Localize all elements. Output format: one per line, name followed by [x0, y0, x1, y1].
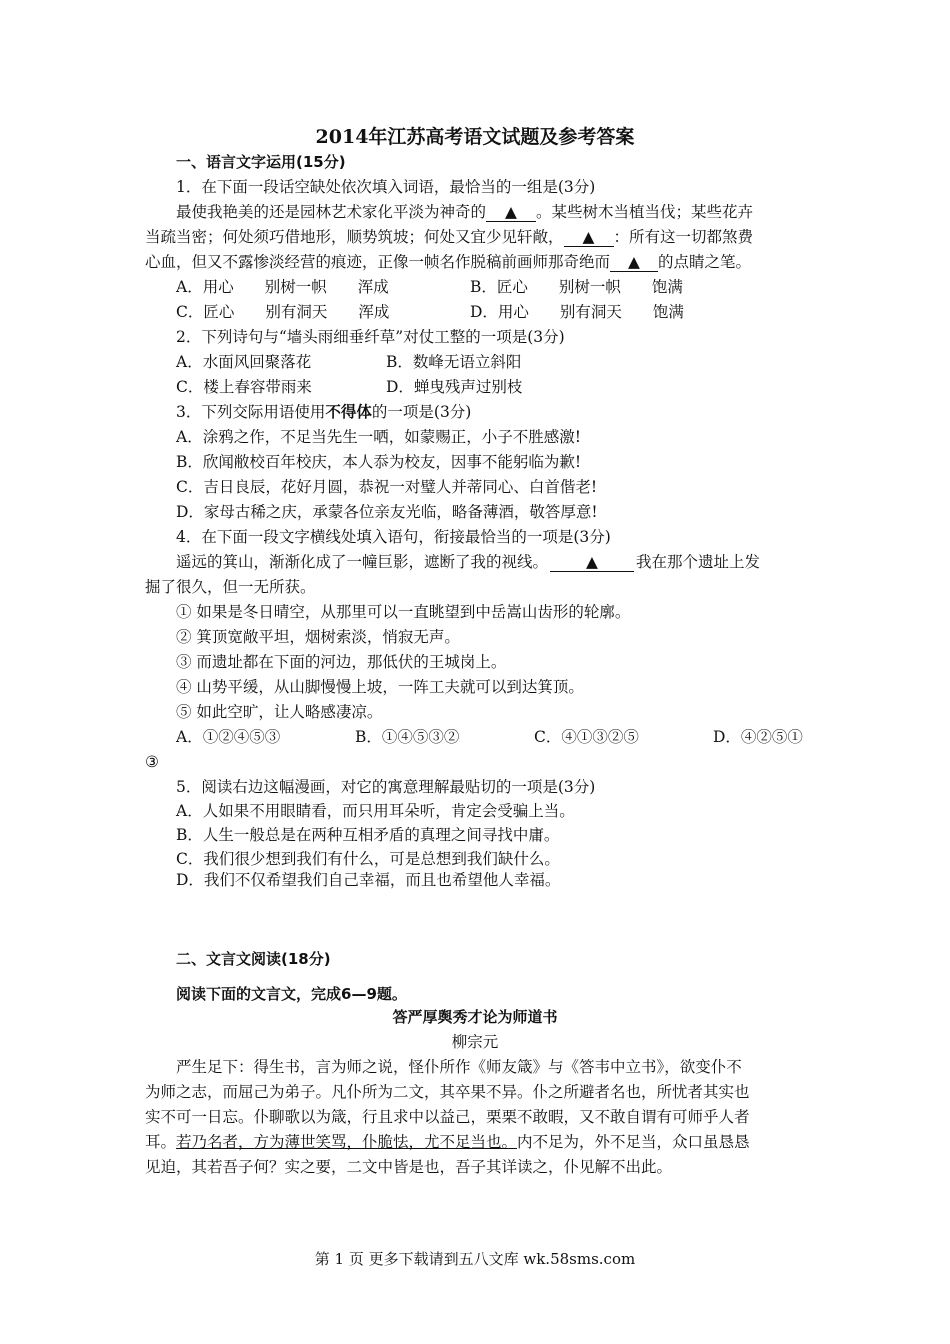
q1-option-b: B．匠心 别树一帜 饱满: [470, 278, 683, 296]
answer-blank: ▲: [486, 203, 536, 222]
q1-text: 。某些树木当植当伐；某些花卉: [536, 203, 754, 221]
article-text: 耳。: [145, 1133, 177, 1151]
q5-option-d: D．我们不仅希望我们自己幸福，而且也希望他人幸福。: [176, 871, 561, 889]
section1-heading: 一、语言文字运用(15分): [176, 153, 346, 171]
q1-option-d: D．用心 别有洞天 饱满: [470, 303, 684, 321]
q1-passage-line3: [145, 251, 751, 273]
q4-text: 遥远的箕山，渐渐化成了一幢巨影，遮断了我的视线。: [176, 553, 549, 571]
section2-instruction: 阅读下面的文言文，完成6—9题。: [176, 985, 407, 1003]
page-footer: 第 1 页 更多下载请到五八文库 wk.58sms.com: [314, 1250, 636, 1268]
q2-option-c: C．楼上春容带雨来: [176, 378, 312, 396]
q4-passage-line2: 掘了很久，但一无所获。: [145, 578, 316, 596]
q3-stem-emphasis: 不得体: [325, 402, 372, 421]
q4-sentence-1: ① 如果是冬日晴空，从那里可以一直眺望到中岳嵩山齿形的轮廓。: [176, 603, 631, 621]
article-line-2: 为师之志，而屈己为弟子。凡仆所为二文，其卒果不异。仆之所避者名也，所忧者其实也: [145, 1083, 750, 1101]
q3-option-b: B．欣闻敝校百年校庆，本人忝为校友，因事不能躬临为歉!: [176, 453, 582, 471]
q4-option-b: B．①④⑤③②: [355, 728, 460, 746]
article-line-3: 实不可一日忘。仆聊歌以为箴，行且求中以益己，栗栗不敢暇，又不敢自谓有可师乎人者: [145, 1108, 750, 1126]
q1-passage-line1: [176, 201, 753, 223]
q2-option-b: B．数峰无语立斜阳: [386, 353, 522, 371]
q3-stem: [176, 401, 471, 423]
q1-option-a: A．用心 别树一帜 浑成: [176, 278, 389, 296]
q4-option-a: A．①②④⑤③: [176, 728, 281, 746]
article-title: 答严厚舆秀才论为师道书: [392, 1008, 558, 1026]
q1-passage-line2: [145, 226, 753, 248]
article-author: 柳宗元: [451, 1033, 499, 1051]
q1-option-c: C．匠心 别有洞天 浑成: [176, 303, 390, 321]
q3-option-c: C．吉日良辰，花好月圆，恭祝一对璧人并蒂同心、白首偕老!: [176, 478, 598, 496]
q3-stem-text: 的一项是(3分): [371, 403, 472, 421]
answer-blank: ▲: [610, 253, 658, 272]
article-line-1: 严生足下：得生书，言为师之说，怪仆所作《师友箴》与《答韦中立书》，欲变仆不: [176, 1058, 742, 1076]
q2-stem: 2．下列诗句与“墙头雨细垂纤草”对仗工整的一项是(3分): [176, 328, 565, 346]
answer-blank: ▲: [564, 228, 614, 247]
q3-option-a: A．涂鸦之作，不足当先生一哂，如蒙赐正，小子不胜感激!: [176, 428, 581, 446]
document-title: 2014年江苏高考语文试题及参考答案: [315, 126, 635, 148]
q4-text: 我在那个遗址上发: [636, 553, 761, 571]
q3-option-d: D．家母古稀之庆，承蒙各位亲友光临，略备薄酒，敬答厚意!: [176, 503, 598, 521]
q1-text: 心血，但又不露惨淡经营的痕迹，正像一帧名作脱稿前画师那奇绝而: [145, 253, 611, 271]
q1-stem: 1．在下面一段话空缺处依次填入词语，最恰当的一组是(3分): [176, 178, 596, 196]
article-line-5: 见迫，其若吾子何？实之要，二文中皆是也，吾子其详读之，仆见解不出此。: [145, 1158, 673, 1176]
q4-sentence-2: ② 箕顶宽敞平坦，烟树索淡，悄寂无声。: [176, 628, 460, 646]
q5-stem: 5．阅读右边这幅漫画，对它的寓意理解最贴切的一项是(3分): [176, 778, 596, 796]
q2-option-d: D．蝉曳残声过别枝: [386, 378, 523, 396]
answer-blank: ▲: [550, 553, 634, 572]
q2-option-a: A．水面风回聚落花: [176, 353, 312, 371]
q3-stem-text: 3．下列交际用语使用: [176, 403, 326, 421]
q1-text: 最使我艳美的还是园林艺术家化平淡为神奇的: [176, 203, 487, 221]
article-underlined-sentence: 若乃名者，方为薄世笑骂，仆脆怯，尤不足当也。: [176, 1133, 518, 1151]
q4-sentence-5: ⑤ 如此空旷，让人略感凄凉。: [176, 703, 383, 721]
q1-text: 的点睛之笔。: [658, 253, 752, 271]
q4-option-c: C．④①③②⑤: [534, 728, 639, 746]
q1-text: ：所有这一切都煞费: [613, 228, 754, 246]
q4-option-d: D．④②⑤①: [713, 728, 803, 746]
article-line-4: [145, 1131, 750, 1153]
q4-passage-line1: [176, 551, 760, 573]
q4-option-d-wrap: ③: [145, 753, 159, 771]
q4-sentence-3: ③ 而遗址都在下面的河边，那低伏的王城岗上。: [176, 653, 507, 671]
q5-option-a: A．人如果不用眼睛看，而只用耳朵听，肯定会受骗上当。: [176, 802, 575, 820]
q1-text: 当疏当密；何处须巧借地形，顺势筑坡；何处又宜少见轩敞，: [145, 228, 564, 246]
q4-stem: 4．在下面一段文字横线处填入语句，衔接最恰当的一项是(3分): [176, 528, 611, 546]
article-text: 内不足为，外不足当，众口虽恳恳: [517, 1133, 750, 1151]
q5-option-c: C．我们很少想到我们有什么，可是总想到我们缺什么。: [176, 850, 560, 868]
q5-option-b: B．人生一般总是在两种互相矛盾的真理之间寻找中庸。: [176, 826, 560, 844]
section2-heading: 二、文言文阅读(18分): [176, 950, 331, 968]
q4-sentence-4: ④ 山势平缓，从山脚慢慢上坡，一阵工夫就可以到达箕顶。: [176, 678, 584, 696]
